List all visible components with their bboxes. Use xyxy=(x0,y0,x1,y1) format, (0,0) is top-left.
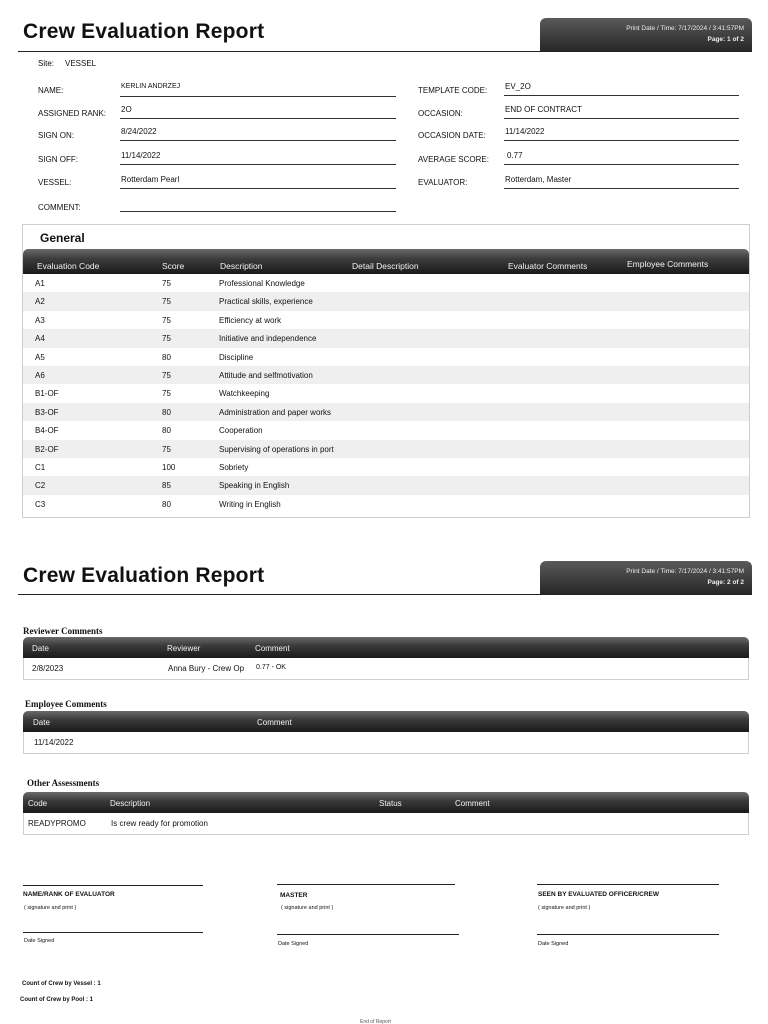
master-signature-label: MASTER xyxy=(280,892,308,899)
description-cell: Initiative and independence xyxy=(219,334,317,344)
score-cell: 75 xyxy=(162,444,171,454)
reviewer-comment: 0.77 - OK xyxy=(256,664,286,671)
general-table-header xyxy=(23,249,749,274)
general-table-row xyxy=(23,476,749,494)
col-detail-description: Detail Description xyxy=(352,261,419,271)
score-cell: 75 xyxy=(162,371,171,380)
general-table-row xyxy=(23,440,749,458)
sign-on-value: 8/24/2022 xyxy=(120,127,396,141)
evaluator-signature-line xyxy=(23,885,203,886)
page-number-page-2: Page: 2 of 2 xyxy=(707,579,744,586)
description-cell: Watchkeeping xyxy=(219,389,270,399)
description-cell: Administration and paper works xyxy=(219,407,332,417)
print-info-box xyxy=(540,18,752,52)
description-cell: Speaking in English xyxy=(219,481,290,491)
evaluation-code-cell: A4 xyxy=(35,334,45,344)
general-table-row xyxy=(23,348,749,366)
evaluator-signature-label: NAME/RANK OF EVALUATOR xyxy=(23,891,115,898)
end-of-report: End of Report xyxy=(360,1019,391,1024)
description-cell: Efficiency at work xyxy=(219,315,282,325)
title-rule xyxy=(18,51,752,52)
master-date-line xyxy=(277,934,459,935)
crew-date-signed: Date Signed xyxy=(538,941,569,947)
report-title: Crew Evaluation Report xyxy=(23,20,265,43)
reviewer-name: Anna Bury - Crew Op xyxy=(168,664,245,673)
col-comment: Comment xyxy=(255,644,290,653)
evaluation-code-cell: A3 xyxy=(35,315,45,325)
general-table-row xyxy=(23,495,749,513)
crew-signature-hint: ( signature and print ) xyxy=(538,905,591,911)
comment-label: COMMENT: xyxy=(38,203,81,212)
reviewer-comments-header xyxy=(23,637,749,658)
sign-on-label: SIGN ON: xyxy=(38,131,75,140)
general-table-row xyxy=(23,421,749,439)
evaluation-code-cell: B1-OF xyxy=(35,389,59,399)
name-value: KERLIN ANDRZEJ xyxy=(120,83,396,97)
evaluation-code-cell: A5 xyxy=(35,352,45,362)
evaluation-code-cell: A6 xyxy=(35,371,45,380)
col-description: Description xyxy=(110,799,151,808)
score-cell: 85 xyxy=(162,481,171,491)
evaluation-code-cell: B2-OF xyxy=(35,444,59,454)
average-score-label: AVERAGE SCORE: xyxy=(418,155,489,164)
evaluation-code-cell: A2 xyxy=(35,297,45,307)
score-cell: 75 xyxy=(162,334,171,344)
score-cell: 75 xyxy=(162,297,171,307)
count-by-vessel: Count of Crew by Vessel : 1 xyxy=(22,981,101,987)
assessment-description: Is crew ready for promotion xyxy=(111,819,208,828)
site-value: VESSEL xyxy=(65,59,97,68)
template-code-label: TEMPLATE CODE: xyxy=(418,86,488,95)
reviewer-comments-title: Reviewer Comments xyxy=(23,626,103,636)
evaluation-code-cell: B4-OF xyxy=(35,426,59,436)
score-cell: 75 xyxy=(162,315,171,325)
sign-off-value: 11/14/2022 xyxy=(120,151,396,165)
score-cell: 100 xyxy=(162,463,176,472)
rank-label: ASSIGNED RANK: xyxy=(38,109,107,118)
evaluator-date-signed: Date Signed xyxy=(24,938,55,944)
evaluator-value: Rotterdam, Master xyxy=(504,175,739,189)
title-rule-page-2 xyxy=(18,594,752,595)
score-cell: 80 xyxy=(162,407,171,417)
col-status: Status xyxy=(379,799,402,808)
description-cell: Cooperation xyxy=(219,426,263,436)
general-table-row xyxy=(23,329,749,347)
master-date-signed: Date Signed xyxy=(278,941,309,947)
count-by-pool: Count of Crew by Pool : 1 xyxy=(20,997,93,1003)
template-code-value: EV_2O xyxy=(504,82,739,96)
col-evaluator-comments: Evaluator Comments xyxy=(508,261,588,271)
employee-comments-title: Employee Comments xyxy=(25,699,107,709)
score-cell: 80 xyxy=(162,426,171,436)
description-cell: Sobriety xyxy=(219,463,249,472)
crew-date-line xyxy=(537,934,719,935)
col-comment: Comment xyxy=(455,799,490,808)
col-reviewer: Reviewer xyxy=(167,644,201,653)
col-evaluation-code: Evaluation Code xyxy=(37,261,100,271)
occasion-label: OCCASION: xyxy=(418,109,463,118)
col-employee-comments: Employee Comments xyxy=(627,259,709,269)
master-signature-line xyxy=(277,884,455,885)
print-time: Print Date / Time: 7/17/2024 / 3:41:57PM xyxy=(626,25,744,32)
assessment-code: READYPROMO xyxy=(28,819,86,828)
comment-value xyxy=(120,198,396,212)
general-table-row xyxy=(23,458,749,476)
evaluator-date-line xyxy=(23,932,203,933)
col-date: Date xyxy=(33,718,50,727)
general-table-row xyxy=(23,403,749,421)
score-cell: 80 xyxy=(162,499,171,509)
vessel-label: VESSEL: xyxy=(38,178,72,187)
evaluator-signature-hint: ( signature and print ) xyxy=(24,905,77,911)
col-code: Code xyxy=(28,799,48,808)
reviewer-date: 2/8/2023 xyxy=(32,664,64,673)
description-cell: Supervising of operations in port xyxy=(219,444,334,454)
description-cell: Writing in English xyxy=(219,499,281,509)
general-table-row xyxy=(23,292,749,310)
description-cell: Professional Knowledge xyxy=(219,279,305,288)
general-table-row xyxy=(23,311,749,329)
evaluator-label: EVALUATOR: xyxy=(418,178,468,187)
page-number: Page: 1 of 2 xyxy=(707,36,744,43)
average-score-value: 0.77 xyxy=(504,151,739,165)
score-cell: 80 xyxy=(162,352,171,362)
employee-comment-date: 11/14/2022 xyxy=(34,738,74,747)
report-title-page-2: Crew Evaluation Report xyxy=(23,564,265,587)
other-assessments-title: Other Assessments xyxy=(27,778,100,788)
print-time-page-2: Print Date / Time: 7/17/2024 / 3:41:57PM xyxy=(626,568,744,575)
evaluation-code-cell: C2 xyxy=(35,481,46,491)
site-label: Site: xyxy=(38,59,55,68)
occasion-date-value: 11/14/2022 xyxy=(504,127,739,141)
reviewer-comment-row xyxy=(23,658,749,680)
name-label: NAME: xyxy=(38,86,64,95)
other-assessments-header xyxy=(23,792,749,813)
rank-value: 2O xyxy=(120,105,396,119)
general-table-row xyxy=(23,274,749,292)
employee-comments-header xyxy=(23,711,749,732)
employee-comment-row xyxy=(23,732,749,754)
general-title: General xyxy=(40,231,85,245)
col-date: Date xyxy=(32,644,49,653)
col-comment: Comment xyxy=(257,718,292,727)
col-score: Score xyxy=(162,261,185,271)
evaluation-code-cell: C1 xyxy=(35,463,46,472)
description-cell: Attitude and selfmotivation xyxy=(219,371,313,380)
general-table-row xyxy=(23,366,749,384)
col-description: Description xyxy=(220,261,263,271)
evaluation-code-cell: B3-OF xyxy=(35,407,59,417)
score-cell: 75 xyxy=(162,389,171,399)
score-cell: 75 xyxy=(162,279,171,288)
evaluation-code-cell: C3 xyxy=(35,499,46,509)
occasion-value: END OF CONTRACT xyxy=(504,105,739,119)
description-cell: Discipline xyxy=(219,352,254,362)
vessel-value: Rotterdam Pearl xyxy=(120,175,396,189)
print-info-box-page-2 xyxy=(540,561,752,595)
assessment-row xyxy=(23,813,749,835)
crew-signature-line xyxy=(537,884,719,885)
description-cell: Practical skills, experience xyxy=(219,297,313,307)
general-table-row xyxy=(23,384,749,402)
occasion-date-label: OCCASION DATE: xyxy=(418,131,486,140)
sign-off-label: SIGN OFF: xyxy=(38,155,78,164)
evaluation-code-cell: A1 xyxy=(35,279,45,288)
master-signature-hint: ( signature and print ) xyxy=(281,905,334,911)
crew-signature-label: SEEN BY EVALUATED OFFICER/CREW xyxy=(538,891,659,898)
